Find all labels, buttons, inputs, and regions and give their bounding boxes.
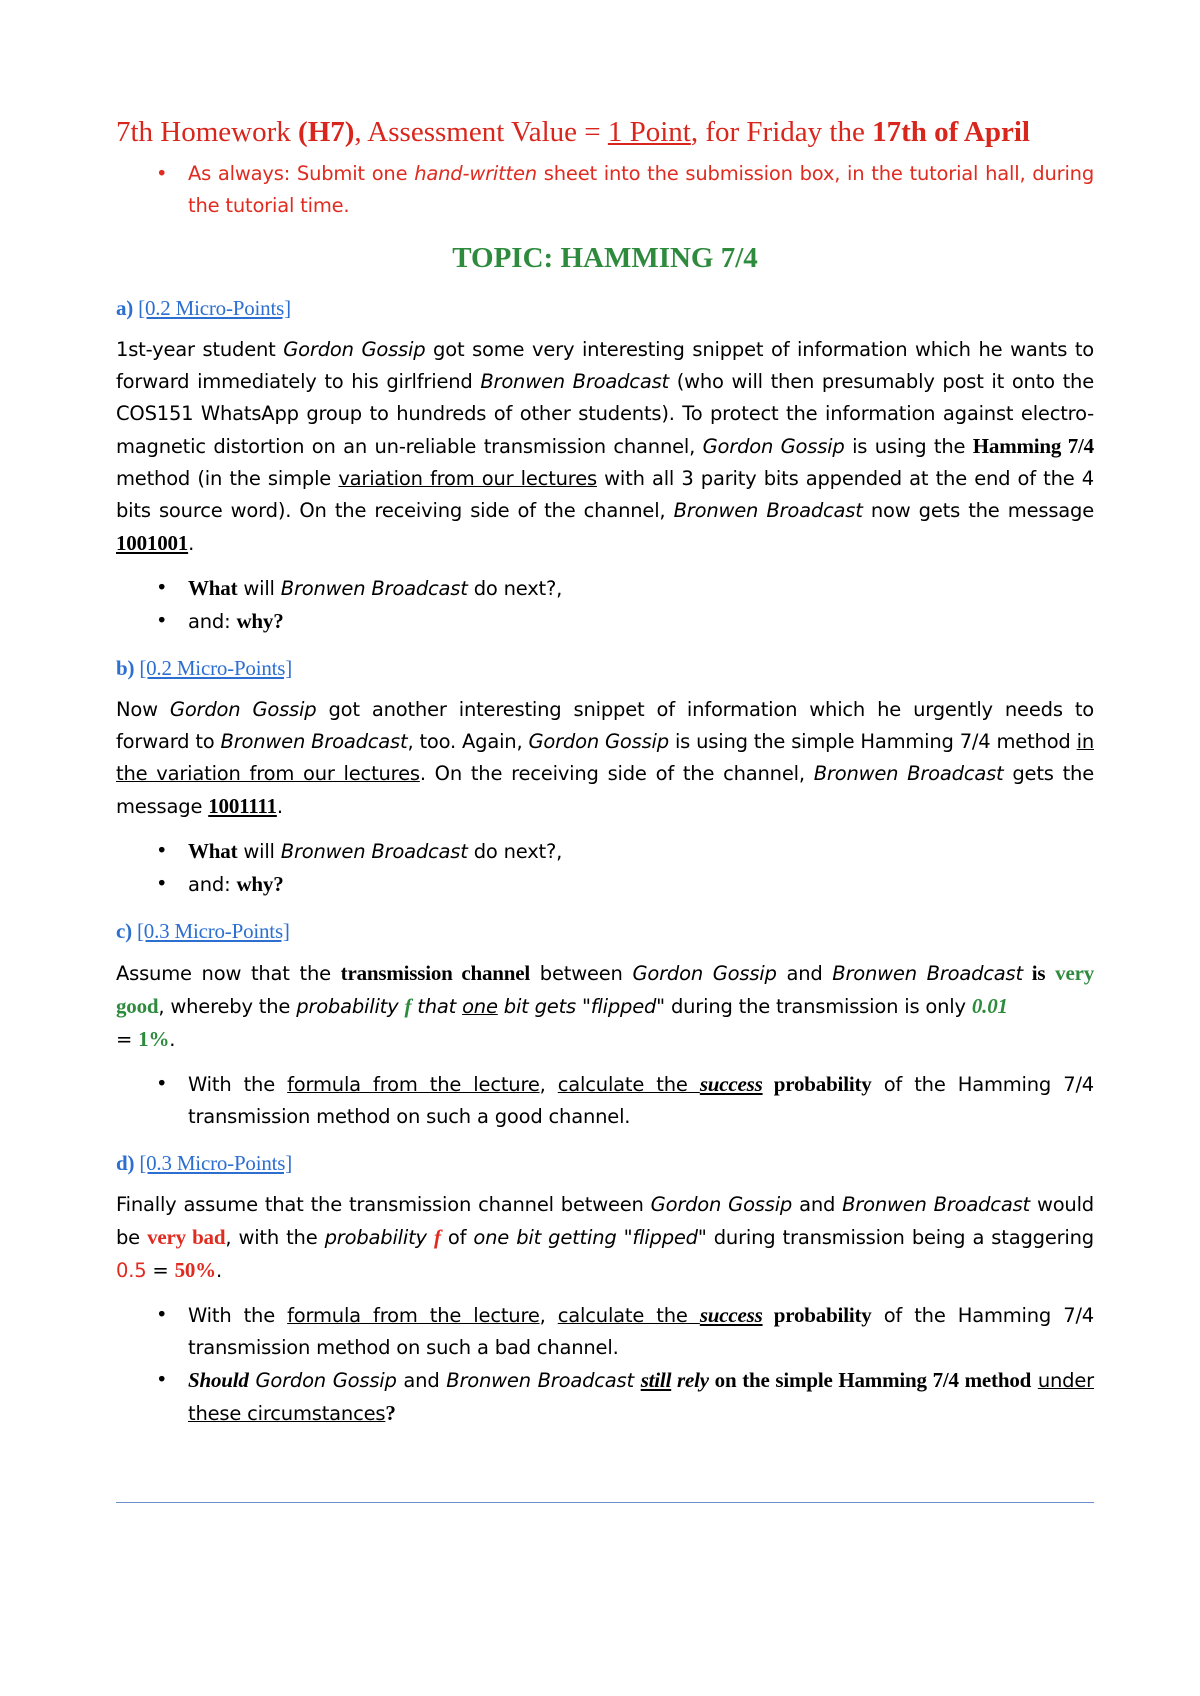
section-b-heading: b) [0.2 Micro-Points] (116, 656, 293, 680)
header-for-friday: , for Friday the (690, 116, 873, 148)
section-c-bullets (116, 1068, 1094, 1133)
section-a-text: 1st-year student Gordon Gossip got some very interesting snippet of information which he wants to forward immediately to his girlfriend Bronwen Broadcast (who will then presumably post it onto the COS151 WhatsApp group to hundreds of other students). To protect the information against electro-magnetic distortion on an un-reliable transmission channel, Gordon Gossip is using the Hamming 7/4 method (in the simple variation from our lectures with all 3 parity bits appended at the end of the 4 bits source word). On the receiving side of the channel, Bronwen Broadcast now gets the message 1001001. (116, 338, 1095, 555)
section-c-heading: c) [0.3 Micro-Points] (116, 919, 290, 943)
list-item: • What will Bronwen Broadcast do next?, (116, 572, 1094, 605)
message-b: 1001111 (208, 794, 277, 818)
list-item: • Should Gordon Gossip and Bronwen Broadcast still rely on the simple Hamming 7/4 method under these circumstances? (116, 1364, 1094, 1430)
section-b-text: Now Gordon Gossip got another interesting snippet of information which he urgently needs to forward to Bronwen Broadcast, too. Again, Gordon Gossip is using the simple Hamming 7/4 method in the variation from our lectures. On the receiving side of the channel, Bronwen Broadcast gets the message 1001111. (116, 698, 1094, 818)
bullet-icon: • (156, 839, 168, 862)
bullet-icon: • (156, 872, 168, 895)
header-assess: , Assessment Value = (354, 116, 608, 148)
section-b-bullets (116, 835, 1094, 901)
instruction-item: • As always: Submit one hand-written sheet into the submission box, in the tutorial hall, during the tutorial time. (116, 158, 1094, 222)
section-c-text: Assume now that the transmission channel between Gordon Gossip and Bronwen Broadcast is very good, whereby the probability f that one bit gets "flipped" during the transmission is only 0.01 = 1%. (116, 961, 1094, 1051)
bullet-icon: • (156, 609, 168, 632)
header-code: (H7) (298, 116, 355, 148)
bullet-icon: • (156, 1303, 168, 1326)
section-a-heading: a) [0.2 Micro-Points] (116, 296, 291, 320)
header-date: 17th of April (872, 116, 1030, 148)
section-a-bullets (116, 572, 1094, 638)
bullet-icon: • (156, 1368, 168, 1391)
message-a: 1001001 (116, 531, 189, 555)
list-item: • With the formula from the lecture, calculate the success probability of the Hamming 7/4 transmission method on such a bad channel. (116, 1299, 1094, 1364)
section-d-heading: d) [0.3 Micro-Points] (116, 1151, 293, 1175)
homework-header (116, 112, 1094, 152)
header-points: 1 Point (607, 116, 691, 148)
section-d-points: [0.3 Micro-Points] (139, 1151, 293, 1175)
topic-heading: TOPIC: HAMMING 7/4 (452, 242, 758, 274)
list-item: • What will Bronwen Broadcast do next?, (116, 835, 1094, 868)
bullet-icon: • (156, 1072, 168, 1095)
section-b-points: [0.2 Micro-Points] (139, 656, 293, 680)
document-body (116, 112, 1094, 1440)
section-d-text: Finally assume that the transmission channel between Gordon Gossip and Bronwen Broadcast would be very bad, with the probability f of one bit getting "flipped" during transmission being a staggering 0.5 = 50%. (116, 1193, 1094, 1282)
bullet-icon: • (156, 162, 168, 185)
section-d-bullets (116, 1299, 1094, 1430)
section-a-points: [0.2 Micro-Points] (138, 296, 291, 320)
list-item: • and: why? (116, 868, 1094, 901)
list-item: • and: why? (116, 605, 1094, 638)
header-prefix: 7th Homework (116, 116, 299, 148)
separator-line (116, 1502, 1094, 1503)
instruction-list (116, 158, 1094, 222)
list-item: • With the formula from the lecture, calculate the success probability of the Hamming 7/4 transmission method on such a good channel. (116, 1068, 1094, 1133)
bullet-icon: • (156, 576, 168, 599)
section-c-points: [0.3 Micro-Points] (136, 919, 290, 943)
